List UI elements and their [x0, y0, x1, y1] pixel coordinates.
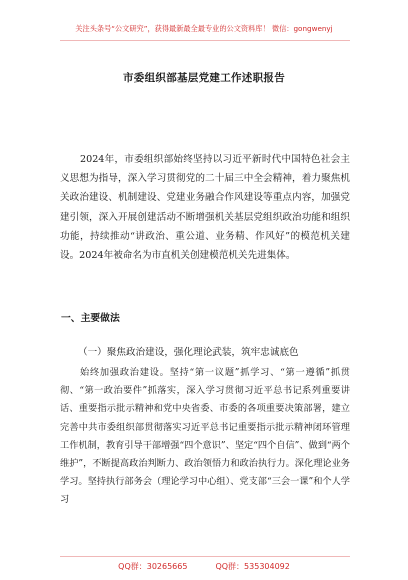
document-title: 市委组织部基层党建工作述职报告	[123, 72, 285, 84]
intro-paragraph: 2024年，市委组织部始终坚持以习近平新时代中国特色社会主义思想为指导，深入学习贯彻党的二十届三中全会精神，着力聚焦机关政治建设、机制建设、党建业务融合作风建设等重点内容，加强党建引领，深入开展创建活动不断增强机关基层党组织政治功能和组织功能，持续推动“讲政治、重公道、业务精、作风好”的模范机关建设。2024年被命名为市直机关创建模范机关先进集体。	[60, 154, 350, 262]
subsection-heading: （一）聚焦政治建设，强化理论武装，筑牢忠诚底色	[78, 347, 299, 358]
subsection-body: 始终加强政治建设。坚持“第一议题”抓学习、“第一遵循”抓贯彻、“第一政治要件”抓落实，深入学习贯彻习近平总书记系列重要讲话、重要指示批示精神和党中央省委、市委的各项重要决策部署，建立完善中共市委组织部贯彻落实习近平总书记重要指示批示精神闭环管理工作机制，教育引导干部增强“四个意识”、坚定“四个自信”、做到“两个维护”，不断提高政治判断力、政治领悟力和政治执行力。深化理论业务学习。坚持执行部务会（理论学习中心组）、党支部“三会一课”和个人学习	[60, 367, 350, 506]
footer	[0, 561, 408, 572]
footer-qq-group-2: QQ群：535304092	[215, 562, 290, 571]
header-banner: 关注头条号“公文研究”，获得最新最全最专业的公文资料库！ 微信：gongwenyj	[75, 24, 333, 33]
section-heading: 一、主要做法	[61, 313, 120, 324]
footer-divider	[60, 556, 350, 557]
footer-qq-group-1: QQ群：30265665	[118, 562, 188, 571]
header-divider	[60, 40, 350, 41]
